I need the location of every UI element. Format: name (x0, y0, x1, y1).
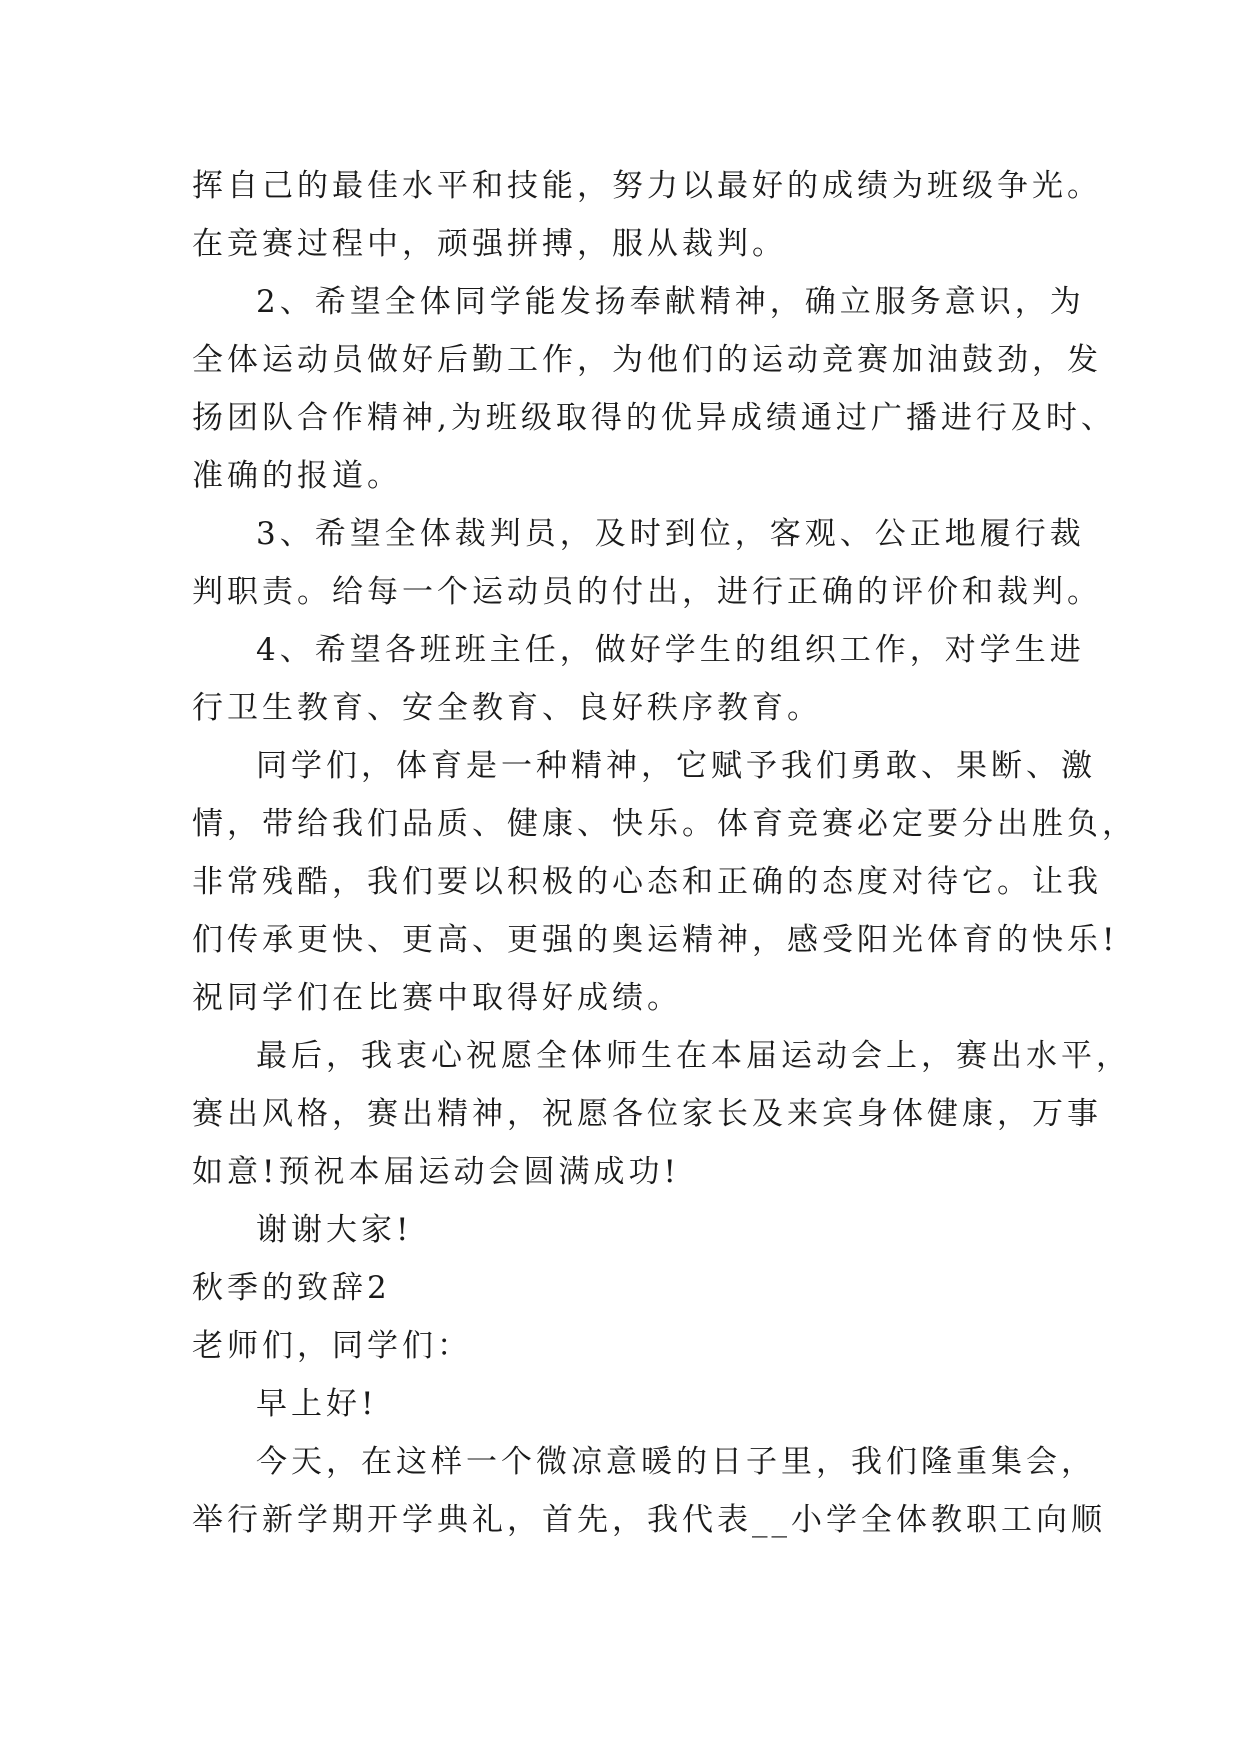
text-line: 行卫生教育、安全教育、良好秩序教育。 (192, 690, 822, 726)
text-line: 判职责。给每一个运动员的付出，进行正确的评价和裁判。 (192, 574, 1102, 610)
text-line: 全体运动员做好后勤工作，为他们的运动竞赛加油鼓劲，发 (192, 342, 1102, 378)
section-heading: 秋季的致辞2 (192, 1270, 391, 1306)
text-line: 在竞赛过程中，顽强拼搏，服从裁判。 (192, 226, 787, 262)
document-body (192, 157, 1137, 1549)
text-line: 2、希望全体同学能发扬奉献精神，确立服务意识，为 (256, 284, 1085, 320)
greeting: 早上好! (256, 1386, 378, 1422)
text-line: 非常残酷，我们要以积极的心态和正确的态度对待它。让我 (192, 864, 1102, 900)
text-line: 赛出风格，赛出精神，祝愿各位家长及来宾身体健康，万事 (192, 1096, 1102, 1132)
text-line: 们传承更快、更高、更强的奥运精神，感受阳光体育的快乐! (192, 922, 1119, 958)
text-line: 举行新学期开学典礼，首先，我代表__小学全体教职工向顺 (192, 1502, 1106, 1538)
text-line: 祝同学们在比赛中取得好成绩。 (192, 980, 682, 1016)
text-line: 情，带给我们品质、健康、快乐。体育竞赛必定要分出胜负， (192, 806, 1137, 842)
text-line: 同学们，体育是一种精神，它赋予我们勇敢、果断、激 (256, 748, 1096, 784)
text-line: 最后，我衷心祝愿全体师生在本届运动会上，赛出水平， (256, 1038, 1131, 1074)
text-line: 谢谢大家! (256, 1212, 413, 1248)
text-line: 挥自己的最佳水平和技能，努力以最好的成绩为班级争光。 (192, 168, 1102, 204)
text-line: 今天，在这样一个微凉意暖的日子里，我们隆重集会， (256, 1444, 1096, 1480)
text-line: 3、希望全体裁判员，及时到位，客观、公正地履行裁 (256, 516, 1085, 552)
salutation: 老师们，同学们： (192, 1328, 472, 1364)
text-line: 如意!预祝本届运动会圆满成功! (192, 1154, 680, 1190)
text-line: 扬团队合作精神,为班级取得的优异成绩通过广播进行及时、 (192, 400, 1116, 436)
text-line: 4、希望各班班主任，做好学生的组织工作，对学生进 (256, 632, 1085, 668)
text-line: 准确的报道。 (192, 458, 402, 494)
